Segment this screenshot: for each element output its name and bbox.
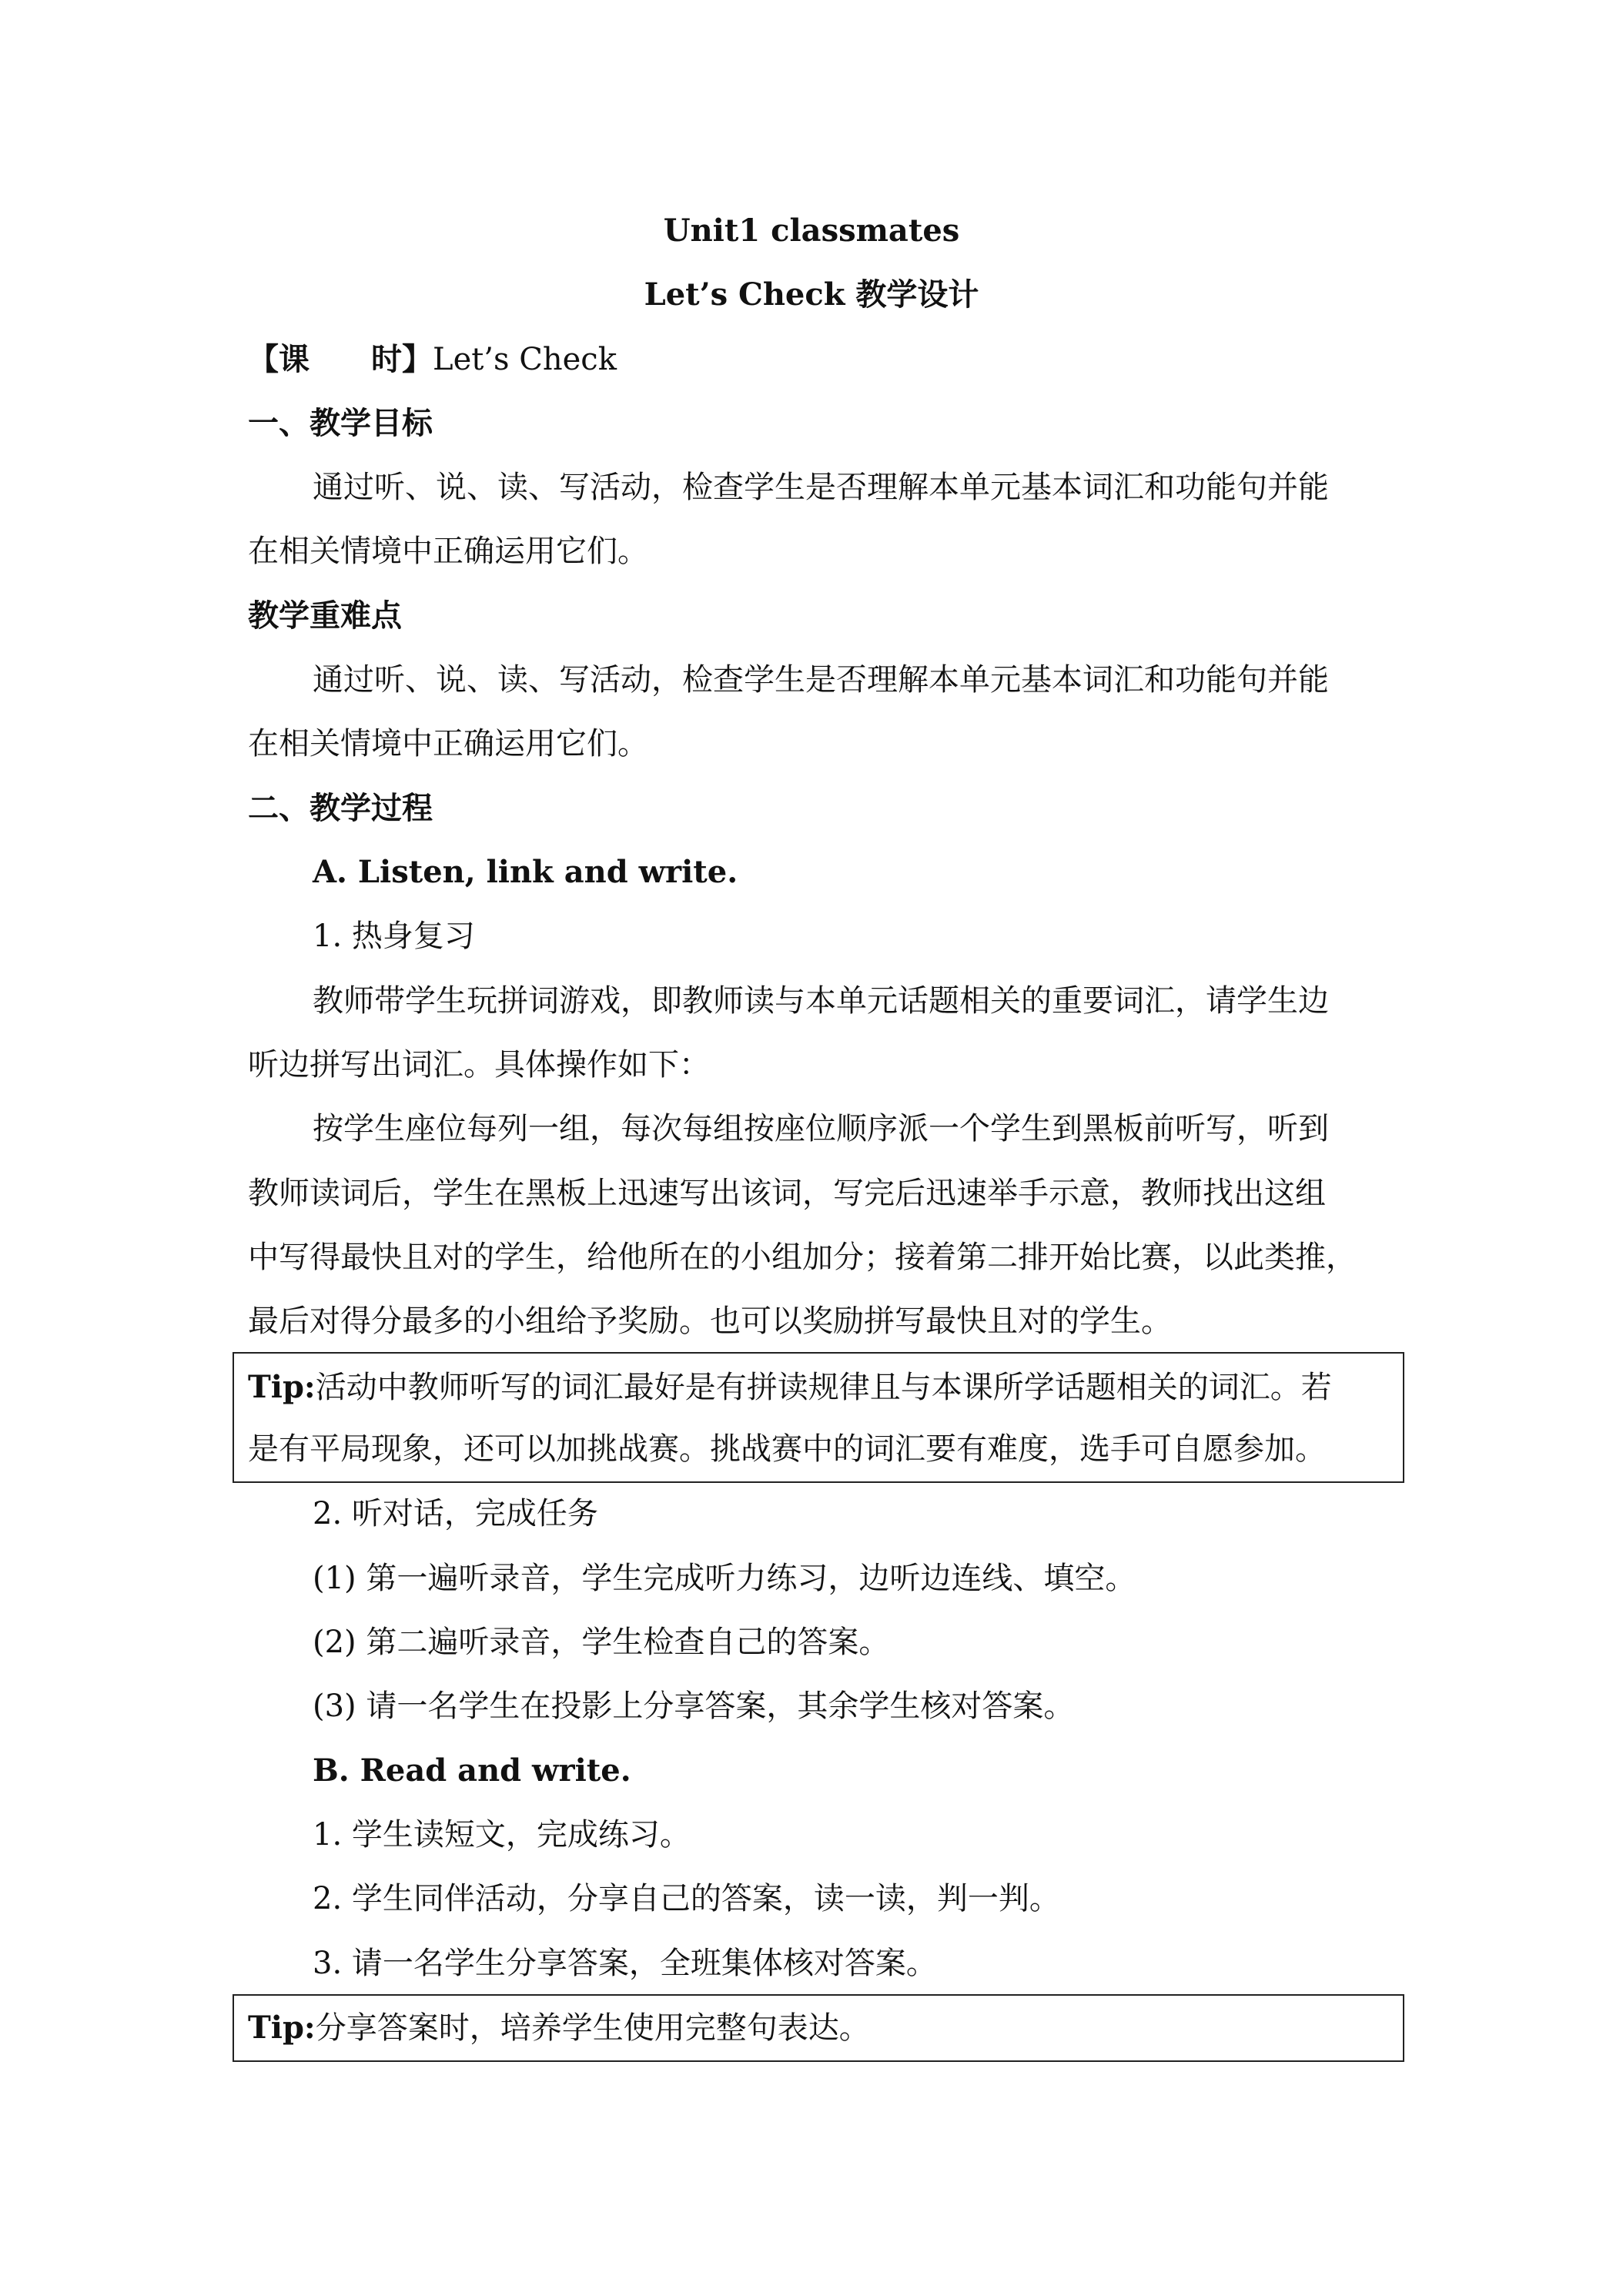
step-listen-dialogue: 2. 听对话，完成任务: [313, 1496, 598, 1531]
step-warmup: 1. 热身复习: [313, 919, 475, 954]
tip-box-1: [233, 1352, 1404, 1483]
warmup-text-line-2: 听边拼写出词汇。具体操作如下：: [248, 1047, 710, 1083]
part-a-heading: A. Listen, link and write.: [313, 854, 738, 890]
listen-substep-2: (2) 第二遍听录音，学生检查自己的答案。: [313, 1625, 890, 1660]
read-step-1: 1. 学生读短文，完成练习。: [313, 1817, 691, 1853]
tip-box-2: [233, 1994, 1404, 2062]
part-b-heading: B. Read and write.: [313, 1752, 631, 1789]
listen-substep-3: (3) 请一名学生在投影上分享答案，其余学生核对答案。: [313, 1689, 1075, 1724]
warmup-text-line-6: 最后对得分最多的小组给予奖励。也可以奖励拼写最快且对的学生。: [248, 1304, 1172, 1339]
warmup-text-line-3: 按学生座位每列一组，每次每组按座位顺序派一个学生到黑板前听写，听到: [313, 1111, 1329, 1146]
lesson-value: Let’s Check: [433, 342, 617, 377]
doc-subtitle: Let’s Check 教学设计: [644, 276, 979, 313]
doc-title: Unit1 classmates: [663, 213, 960, 249]
tip-1-line-2: 是有平局现象，还可以加挑战赛。挑战赛中的词汇要有难度，选手可自愿参加。: [248, 1431, 1326, 1467]
read-step-2: 2. 学生同伴活动，分享自己的答案，读一读，判一判。: [313, 1881, 1060, 1916]
tip-1-label: Tip:: [248, 1369, 316, 1405]
read-step-3: 3. 请一名学生分享答案，全班集体核对答案。: [313, 1946, 937, 1981]
tip-2-line-1: [248, 2010, 870, 2047]
section-keypoints-heading: 教学重难点: [248, 597, 402, 634]
section-process-heading: 二、教学过程: [248, 790, 433, 826]
tip-2-label: Tip:: [248, 2010, 316, 2046]
keypoints-text-line-2: 在相关情境中正确运用它们。: [248, 726, 648, 761]
warmup-text-line-5: 中写得最快且对的学生，给他所在的小组加分；接着第二排开始比赛，以此类推，: [248, 1240, 1357, 1275]
lesson-label: 【课 时】: [248, 341, 433, 377]
lesson-line: [248, 341, 617, 378]
warmup-text-line-1: 教师带学生玩拼词游戏，即教师读与本单元话题相关的重要词汇，请学生边: [313, 983, 1329, 1019]
tip-1-text-1: 活动中教师听写的词汇最好是有拼读规律且与本课所学话题相关的词汇。若: [315, 1370, 1332, 1405]
objectives-text-line-1: 通过听、说、读、写活动，检查学生是否理解本单元基本词汇和功能句并能: [313, 470, 1329, 505]
keypoints-text-line-1: 通过听、说、读、写活动，检查学生是否理解本单元基本词汇和功能句并能: [313, 662, 1329, 698]
objectives-text-line-2: 在相关情境中正确运用它们。: [248, 534, 648, 569]
section-objectives-heading: 一、教学目标: [248, 405, 433, 441]
tip-2-text-1: 分享答案时，培养学生使用完整句表达。: [315, 2010, 870, 2046]
listen-substep-1: (1) 第一遍听录音，学生完成听力练习，边听边连线、填空。: [313, 1561, 1136, 1596]
tip-1-line-1: [248, 1369, 1332, 1406]
warmup-text-line-4: 教师读词后，学生在黑板上迅速写出该词，写完后迅速举手示意，教师找出这组: [248, 1176, 1326, 1211]
